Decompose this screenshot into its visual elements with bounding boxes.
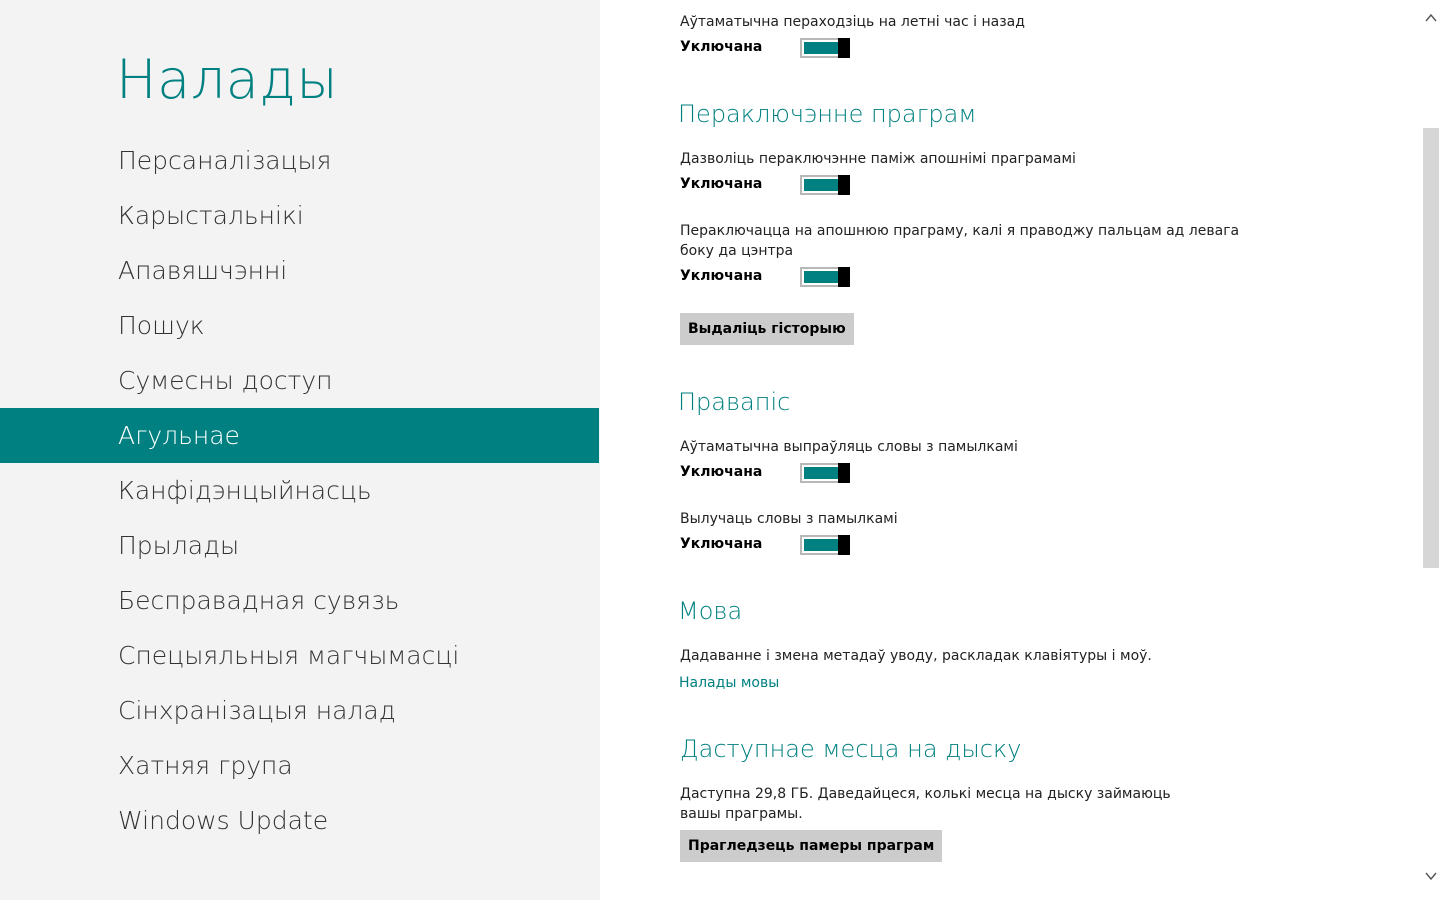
allow-switching-toggle[interactable] xyxy=(800,175,850,195)
swipe-switch-label: Пераключацца на апошнюю праграму, калі я праводжу пальцам ад левага боку да цэнтра xyxy=(680,223,1240,259)
section-title-spelling: Правапіс xyxy=(678,388,791,416)
nav-item-search[interactable]: Пошук xyxy=(118,311,205,340)
view-app-sizes-button[interactable]: Прагледзець памеры праграм xyxy=(680,830,942,862)
scroll-thumb[interactable] xyxy=(1423,128,1439,568)
language-settings-link[interactable]: Налады мовы xyxy=(679,675,780,691)
swipe-switch-toggle[interactable] xyxy=(800,267,850,287)
toggle-knob xyxy=(838,175,850,195)
toggle-fill xyxy=(804,467,838,479)
right-pane xyxy=(600,0,1422,900)
toggle-knob xyxy=(838,535,850,555)
nav-item-general[interactable]: Агульнае xyxy=(0,408,599,463)
nav-item-notifications[interactable]: Апавяшчэнні xyxy=(118,256,288,285)
highlight-misspelled-label: Вылучаць словы з памылкамі xyxy=(680,511,898,527)
toggle-fill xyxy=(804,179,838,191)
allow-switching-label: Дазволіць пераключэнне паміж апошнімі праграмамі xyxy=(680,151,1076,167)
nav-item-personalization[interactable]: Персаналізацыя xyxy=(118,146,332,175)
autocorrect-state: Уключана xyxy=(680,464,763,480)
toggle-fill xyxy=(804,539,838,551)
vertical-scrollbar[interactable] xyxy=(1422,0,1440,900)
nav-item-wireless[interactable]: Бесправадная сувязь xyxy=(118,586,400,615)
highlight-misspelled-toggle[interactable] xyxy=(800,535,850,555)
nav-item-devices[interactable]: Прылады xyxy=(118,531,240,560)
nav-item-share[interactable]: Сумесны доступ xyxy=(118,366,333,395)
toggle-knob xyxy=(838,38,850,58)
allow-switching-state: Уключана xyxy=(680,176,763,192)
language-description: Дадаванне і змена метадаў уводу, раскладак клавіятуры і моў. xyxy=(680,648,1152,664)
dst-toggle[interactable] xyxy=(800,38,850,58)
swipe-switch-state: Уключана xyxy=(680,268,763,284)
chevron-down-icon[interactable] xyxy=(1422,868,1440,888)
dst-state: Уключана xyxy=(680,39,763,55)
section-title-language: Мова xyxy=(678,597,743,625)
category-list xyxy=(0,133,599,848)
nav-item-sync-settings[interactable]: Сінхранізацыя налад xyxy=(118,696,396,725)
toggle-knob xyxy=(838,267,850,287)
disk-space-description: Даступна 29,8 ГБ. Даведайцеся, колькі месца на дыску займаюць вашы праграмы. xyxy=(680,786,1171,822)
section-title-disk-space: Даступнае месца на дыску xyxy=(680,735,1022,763)
toggle-fill xyxy=(804,271,838,283)
section-title-app-switching: Пераключэнне праграм xyxy=(678,100,977,128)
chevron-up-icon[interactable] xyxy=(1422,10,1440,30)
page-title: Налады xyxy=(116,48,339,111)
nav-item-privacy[interactable]: Канфідэнцыйнасць xyxy=(118,476,372,505)
nav-item-homegroup[interactable]: Хатняя група xyxy=(118,751,293,780)
toggle-fill xyxy=(804,42,838,54)
dst-label: Аўтаматычна пераходзіць на летні час і назад xyxy=(680,14,1025,30)
highlight-misspelled-state: Уключана xyxy=(680,536,763,552)
left-pane xyxy=(0,0,600,900)
nav-item-ease-of-access[interactable]: Спецыяльныя магчымасці xyxy=(118,641,460,670)
clear-history-button[interactable]: Выдаліць гісторыю xyxy=(680,313,854,345)
toggle-knob xyxy=(838,463,850,483)
nav-item-users[interactable]: Карыстальнікі xyxy=(118,201,304,230)
nav-item-windows-update[interactable]: Windows Update xyxy=(118,806,329,835)
autocorrect-toggle[interactable] xyxy=(800,463,850,483)
autocorrect-label: Аўтаматычна выпраўляць словы з памылкамі xyxy=(680,439,1018,455)
